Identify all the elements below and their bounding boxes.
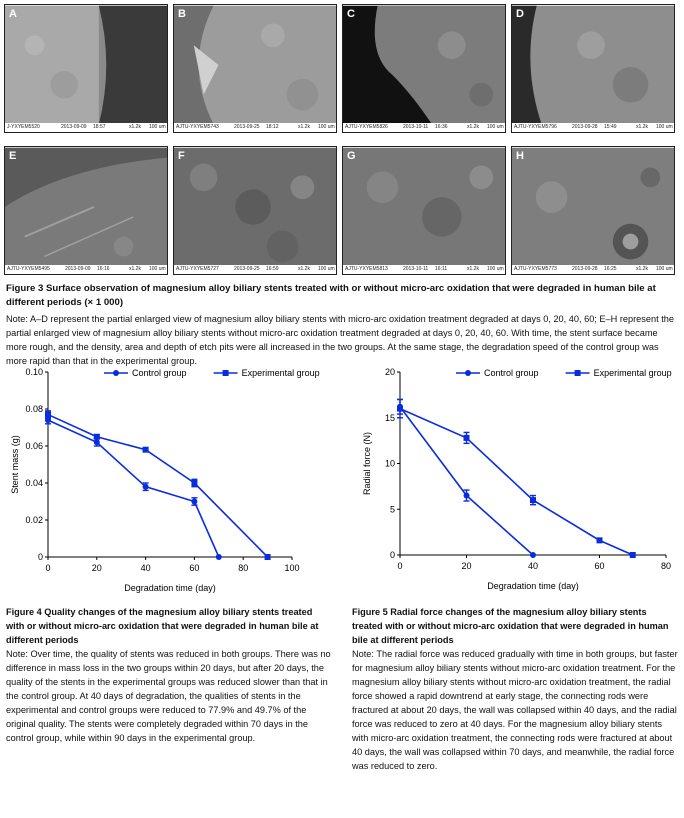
figure5-caption: Figure 5 Radial force changes of the magnesium alloy biliary stents treated with or without micro-arc oxidation that were degraded in human bile at different periods: [352, 607, 669, 645]
micrograph-image: [512, 147, 674, 267]
y-tick-label: 0.04: [25, 478, 43, 488]
micrograph-image: [343, 147, 505, 267]
micrograph-image: [174, 147, 336, 267]
x-tick-label: 20: [91, 563, 102, 573]
micrograph-image: [5, 5, 167, 125]
x-tick-label: 60: [189, 563, 200, 573]
y-tick-label: 0.10: [25, 367, 43, 377]
figure4-note: Note: Over time, the quality of stents was reduced in both groups. There was no difference in mass loss in the two groups within 20 days, but after 20 days, the quality of the stents in the experimental groups was reduced slower than that in the control group. At 40 days of degradation, the qualities of stents in the experimental and control groups were reduced to 77.9% and 49.7% of the original quality. The stents were completely degraded within 70 days in the control group, while within 90 days in the experimental group.: [6, 649, 331, 743]
legend-marker: [465, 370, 471, 376]
data-point: [464, 493, 470, 499]
panel-letter: E: [9, 150, 17, 162]
data-point: [94, 434, 100, 440]
y-tick-label: 0.08: [25, 404, 43, 414]
y-tick-label: 0.02: [25, 515, 43, 525]
figure5-block: [352, 605, 678, 773]
y-axis-label: Stent mass (g): [10, 435, 20, 494]
panel-letter: C: [347, 8, 355, 20]
micrograph-info-bar: J-YXYEM5520 2013-09-09 18:57 x1.2k 100 um: [7, 124, 166, 130]
micrograph-image: [343, 5, 505, 125]
panel-letter: B: [178, 8, 186, 20]
figure5-note: Note: The radial force was reduced gradually with time in both groups, but faster for magnesium alloy biliary stents without micro-arc oxidation treatment. For the magnesium alloy biliary stents without micro-arc oxidation treatment, the radial force showed a rapid downtrend at early stage, the connecting rods were fractured at about 20 days, the wall was collapsed within 40 days, and the radial force was reduced to zero at 40 days. For the magnesium alloy biliary stents with micro-arc oxidation treatment, the connecting rods were fractured at about 40 days, the wall was collapsed within 70 days, and meanwhile, the radial force was reduced to zero.: [352, 649, 678, 771]
stent-mass-chart: [0, 360, 320, 600]
figure4-caption: Figure 4 Quality changes of the magnesium alloy biliary stents treated with or without micro-arc oxidation that were degraded in human bile at different periods: [6, 607, 319, 645]
x-tick-label: 80: [660, 561, 672, 571]
x-tick-label: 0: [397, 561, 403, 571]
legend-label: Experimental group: [241, 368, 320, 378]
micrograph-panel-c: [342, 4, 506, 133]
y-tick-label: 0: [389, 550, 395, 560]
panel-letter: A: [9, 8, 17, 20]
micrograph-image: [5, 147, 167, 267]
x-tick-label: 100: [284, 563, 300, 573]
data-point: [630, 552, 636, 558]
panel-letter: F: [178, 150, 185, 162]
data-point: [191, 499, 197, 505]
panel-letter: G: [347, 150, 356, 162]
data-point: [265, 554, 271, 560]
y-axis-label: Radial force (N): [362, 431, 372, 496]
series-line: [48, 420, 219, 557]
data-point: [530, 497, 536, 503]
x-tick-label: 60: [594, 561, 605, 571]
panel-letter: D: [516, 8, 524, 20]
radial-force-chart: [344, 360, 680, 600]
micrograph-panel-h: [511, 146, 675, 275]
y-tick-label: 15: [384, 412, 395, 423]
x-axis-label: Degradation time (day): [124, 583, 216, 593]
micrograph-info-bar: AJTU-YXYEM5743 2013-09-25 18:12 x1.2k 100 um: [176, 124, 335, 130]
micrograph-image: [174, 5, 336, 125]
x-tick-label: 80: [238, 563, 249, 573]
data-point: [397, 406, 403, 412]
micrograph-panel-f: [173, 146, 337, 275]
micrograph-info-bar: AJTU-YXYEM5495 2013-09-09 16:16 x1.2k 100 um: [7, 266, 166, 272]
micrograph-info-bar: AJTU-YXYEM5727 2013-09-25 16:59 x1.2k 100 um: [176, 266, 335, 272]
data-point: [143, 447, 149, 453]
figure3-caption: Figure 3 Surface observation of magnesium alloy biliary stents treated with or without micro-arc oxidation that were degraded in human bile at different periods (× 1 000): [6, 283, 656, 308]
legend-label: Control group: [132, 368, 187, 378]
micrograph-panel-d: [511, 4, 675, 133]
micrograph-panel-a: [4, 4, 168, 133]
series-line: [400, 409, 633, 555]
panel-letter: H: [516, 150, 524, 162]
x-tick-label: 40: [140, 563, 151, 573]
y-tick-label: 0: [37, 552, 43, 562]
data-point: [216, 554, 222, 560]
data-point: [45, 412, 51, 418]
data-point: [94, 439, 100, 445]
y-tick-label: 5: [389, 504, 395, 515]
data-point: [464, 435, 470, 441]
micrograph-info-bar: AJTU-YXYEM5773 2013-09-28 16:25 x1.2k 100 um: [514, 266, 673, 272]
micrograph-panel-e: [4, 146, 168, 275]
micrograph-info-bar: AJTU-YXYEM5813 2013-10-11 16:11 x1.2k 100 um: [345, 266, 504, 272]
micrograph-grid: [4, 4, 676, 276]
micrograph-info-bar: AJTU-YXYEM5796 2013-09-28 15:49 x1.2k 100 um: [514, 124, 673, 130]
y-tick-label: 0.06: [25, 441, 43, 451]
data-point: [191, 480, 197, 486]
legend-marker: [223, 370, 229, 376]
figure3-note: Note: A–D represent the partial enlarged view of magnesium alloy biliary stents with micro-arc oxidation treatment degraded at days 0, 20, 40, 60; E–H represent the partial enlarged view of magnesium alloy biliary stents without micro-arc oxidation treatment degraded at days 0, 20, 40, 60. With time, the stent surface became more rough, and the density, area and depth of etch pits were all increased in the two groups. At the same stage, the degradation speed of the control group was more rapid than that in the experimental group.: [6, 314, 674, 366]
data-point: [143, 484, 149, 490]
data-point: [597, 537, 603, 543]
data-point: [530, 552, 536, 558]
x-axis-label: Degradation time (day): [487, 581, 579, 591]
micrograph-panel-b: [173, 4, 337, 133]
micrograph-image: [512, 5, 674, 125]
x-tick-label: 20: [461, 561, 472, 571]
figure4-block: [6, 605, 332, 745]
y-tick-label: 20: [384, 367, 395, 377]
x-tick-label: 0: [45, 563, 51, 573]
y-tick-label: 10: [384, 458, 395, 469]
legend-marker: [575, 370, 581, 376]
micrograph-info-bar: AJTU-YXYEM5826 2013-10-11 16:36 x1.2k 100 um: [345, 124, 504, 130]
legend-label: Control group: [484, 368, 539, 378]
micrograph-panel-g: [342, 146, 506, 275]
legend-label: Experimental group: [593, 368, 672, 378]
legend-marker: [113, 370, 119, 376]
x-tick-label: 40: [527, 561, 539, 571]
